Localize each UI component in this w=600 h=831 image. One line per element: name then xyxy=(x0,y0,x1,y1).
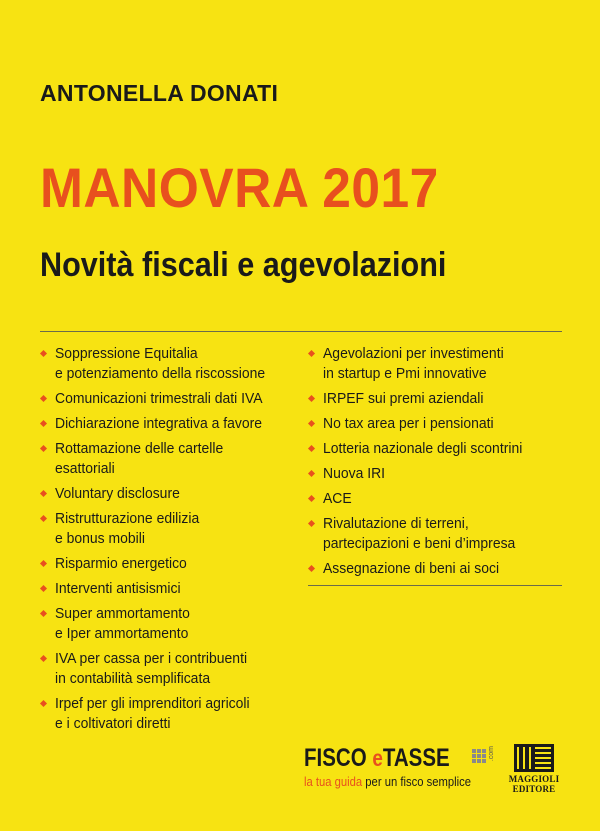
diamond-bullet-icon xyxy=(40,350,47,357)
diamond-bullet-icon xyxy=(40,395,47,402)
topics-list-left xyxy=(40,344,305,739)
list-item: Lotteria nazionale degli scontrini xyxy=(308,439,562,459)
list-item: Risparmio energetico xyxy=(40,554,305,574)
diamond-bullet-icon xyxy=(308,470,315,477)
diamond-bullet-icon xyxy=(308,445,315,452)
diamond-bullet-icon xyxy=(40,560,47,567)
fisco-e-tasse-wordmark: FISCO eTASSE xyxy=(304,744,450,772)
list-item: Super ammortamento e Iper ammortamento xyxy=(40,604,305,644)
list-item: Interventi antisismici xyxy=(40,579,305,599)
list-item: Nuova IRI xyxy=(308,464,562,484)
right-column-divider xyxy=(308,585,562,586)
diamond-bullet-icon xyxy=(308,350,315,357)
list-item: Comunicazioni trimestrali dati IVA xyxy=(40,389,305,409)
diamond-bullet-icon xyxy=(40,655,47,662)
diamond-bullet-icon xyxy=(308,565,315,572)
list-item: No tax area per i pensionati xyxy=(308,414,562,434)
diamond-bullet-icon xyxy=(40,700,47,707)
list-item: ACE xyxy=(308,489,562,509)
diamond-bullet-icon xyxy=(40,610,47,617)
publisher-name: MAGGIOLI EDITORE xyxy=(508,774,560,794)
diamond-bullet-icon xyxy=(40,445,47,452)
list-item: IRPEF sui premi aziendali xyxy=(308,389,562,409)
list-item: Dichiarazione integrativa a favore xyxy=(40,414,305,434)
diamond-bullet-icon xyxy=(40,585,47,592)
brand-tagline: la tua guida per un fisco semplice xyxy=(304,775,471,789)
diamond-bullet-icon xyxy=(308,395,315,402)
com-suffix: .com xyxy=(488,746,495,762)
grid-logo-icon xyxy=(472,749,486,763)
diamond-bullet-icon xyxy=(40,515,47,522)
list-item: Irpef per gli imprenditori agricoli e i coltivatori diretti xyxy=(40,694,305,734)
diamond-bullet-icon xyxy=(308,420,315,427)
list-item: Ristrutturazione edilizia e bonus mobili xyxy=(40,509,305,549)
list-item: Agevolazioni per investimenti in startup e Pmi innovative xyxy=(308,344,562,384)
book-title: MANOVRA 2017 xyxy=(40,156,439,219)
author-name: ANTONELLA DONATI xyxy=(40,80,279,106)
list-item: Rivalutazione di terreni, partecipazioni e beni d’impresa xyxy=(308,514,562,554)
list-item: Rottamazione delle cartelle esattoriali xyxy=(40,439,305,479)
book-subtitle: Novità fiscali e agevolazioni xyxy=(40,246,447,284)
diamond-bullet-icon xyxy=(40,420,47,427)
maggioli-mark-icon xyxy=(514,744,554,772)
diamond-bullet-icon xyxy=(308,520,315,527)
topics-list-right xyxy=(308,344,562,584)
top-divider xyxy=(40,331,562,332)
diamond-bullet-icon xyxy=(308,495,315,502)
list-item: Assegnazione di beni ai soci xyxy=(308,559,562,579)
diamond-bullet-icon xyxy=(40,490,47,497)
list-item: Soppressione Equitalia e potenziamento della riscossione xyxy=(40,344,305,384)
fisco-e-tasse-logo xyxy=(304,746,494,789)
list-item: Voluntary disclosure xyxy=(40,484,305,504)
maggioli-editore-logo xyxy=(508,744,560,794)
list-item: IVA per cassa per i contribuenti in contabilità semplificata xyxy=(40,649,305,689)
